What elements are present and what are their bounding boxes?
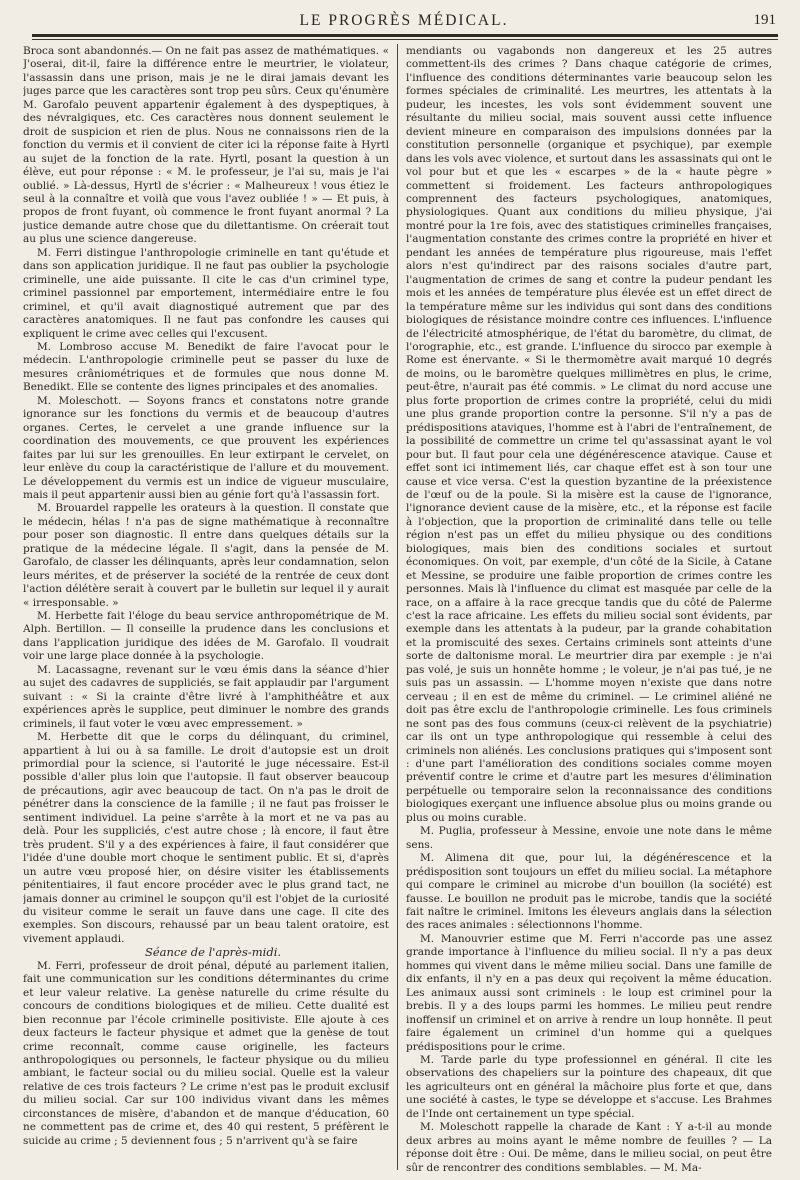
paragraph-broca-continuation: Broca sont abandonnés.— On ne fait pas assez de mathématiques. « J'oserai, dit-il, faire la différence entre le meurtrier, le violateur, l'assassin dans une prison, mais je ne le dirai jamais devant les juges parce que les caractères sont trop peu sûrs. Ceux qu'énumère M. Garofalo peuvent appartenir également à des dyspeptiques, à des névralgiques, etc. Ces caractères nous donnent seulement le droit de suspicion et rien de plus. Nous ne connaissons rien de la fonction du vermis et il convient de citer ici la réponse faite à Hyrtl au sujet de la fonction de la rate. Hyrtl, posant la question à un élève, eut pour réponse : « M. le professeur, je l'ai su, mais je l'ai oublié. » Là-dessus, Hyrtl de s'écrier : « Malheureux ! vous étiez le seul à la connaître et voilà que vous l'avez oubliée ! » — Et puis, à propos de front fuyant, où commence le front fuyant anormal ? La justice demande autre chose que du dilettantisme. On créerait tout au plus une science dangereuse. [23,45,389,246]
left-column [23,45,389,1173]
paragraph-ferri-continuation: mendiants ou vagabonds non dangereux et les 25 autres commettent-ils des crimes ? Dans chaque catégorie de crimes, l'influence des conditions déterminantes varie beaucoup selon les formes spéciales de criminalité. Les meurtres, les attentats à la pudeur, les incestes, les vols sont évidemment souvent une résultante du milieu social, mais souvent aussi cette influence devient mineure en comparaison des impulsions données par la constitution personnelle (organique et psychique), par exemple dans les vols avec violence, et surtout dans les assassinats qui ont le vol pour but et que les « escarpes » de la « haute pègre » commettent si froidement. Les facteurs anthropologiques comprennent des facteurs psychologiques, anatomiques, physiologiques. Quant aux conditions du milieu physique, j'ai montré pour la 1re fois, avec des statistiques criminelles françaises, l'augmentation constante des crimes contre la propriété en hiver et pendant les années de température plus rigoureuse, mais l'effet alors n'est qu'indirect par des raisons sociales d'autre part, l'augmentation de crimes de sang et contre la pudeur pendant les mois et les années de température plus élevée est un effet direct de la température même sur les individus qui sont dans des conditions biologiques de résistance moindre contre ces influences. L'influence de l'électricité atmosphérique, de l'état du baromètre, du climat, de l'orographie, etc., est grande. L'influence du sirocco par exemple à Rome est énervante. « Si le thermomètre avait marqué 10 degrés de moins, ou le baromètre quelques millimètres en plus, le crime, peut-être, n'aurait pas été commis. » Le climat du nord accuse une plus forte proportion de crimes contre la propriété, celui du midi une plus grande proportion contre la personne. S'il n'y a pas de prédispositions ataviques, l'homme est à l'abri de l'entraînement, de la possibilité de commettre un crime tel qu'assassinat ayant le vol pour but. Il faut pour cela une dégénérescence atavique. Cause et effet sont ici intimement liés, car chaque effet est à son tour une cause et vice versa. C'est la question byzantine de la préexistence de l'œuf ou de la poule. Si la misère est la cause de l'ignorance, l'ignorance devient cause de la misère, etc., et la réponse est facile à l'objection, que la proportion de criminalité dans telle ou telle région n'est pas un effet du milieu physique ou des conditions biologiques, mais bien des conditions sociales et surtout économiques. On voit, par exemple, d'un côté de la Sicile, à Catane et Messine, se produire une faible proportion de crimes contre les personnes. Mais là l'influence du climat est masquée par celle de la race, on a affaire à la race grecque tandis que du côté de Palerme c'est la race africaine. Les effets du milieu social sont évidents, par exemple dans les attentats à la pudeur, par la grande cohabitation et la promiscuité des sexes. Certains criminels sont atteints d'une sorte de daltonisme moral. Le meurtrier dira par exemple : je n'ai pas volé, je suis un honnête homme ; le voleur, je n'ai pas tué, je ne suis pas un assassin. — L'homme moyen n'existe que dans notre cerveau ; il en est de même du criminel. — Le criminel aliéné ne doit pas être exclu de l'anthropologie criminelle. Les fous criminels ne sont pas des fous communs (ceux-ci relèvent de la psychiatrie) car ils ont un type anthropologique qui ressemble à celui des criminels non aliénés. Les conclusions pratiques qui s'imposent sont : d'une part l'amélioration des conditions sociales comme moyen préventif contre le crime et d'autre part les mesures d'élimination perpétuelle ou temporaire selon la reconnaissance des conditions biologiques exerçant une influence absolue plus ou moins grande ou plus ou moins curable. [406,45,772,824]
paragraph-puglia: M. Puglia, professeur à Messine, envoie une note dans le même sens. [406,825,772,851]
paragraph-lombroso: M. Lombroso accuse M. Benedikt de faire l'avocat pour le médecin. L'anthropologie criminelle peut se passer du luxe de mesures crâniométriques et de formules que nous donne M. Benedikt. Elle se contente des lignes principales et des anomalies. [23,340,389,394]
paragraph-ferri-communication: M. Ferri, professeur de droit pénal, député au parlement italien, fait une communication sur les conditions déterminantes du crime et leur valeur relative. La genèse naturelle du crime résulte du concours de conditions biologiques et de milieu. Cette dualité est bien reconnue par l'école criminelle positiviste. Elle ajoute à ces deux facteurs le facteur physique et admet que la genèse de tout crime reconnaît, comme cause originelle, les facteurs anthropologiques ou personnels, le facteur physique ou du milieu ambiant, le facteur social ou du milieu social. Quelle est la valeur relative de ces trois facteurs ? Le crime n'est pas le produit exclusif du milieu social. Car sur 100 individus vivant dans les mêmes circonstances de misère, d'abandon et de manque d'éducation, 60 ne commettent pas de crime et, des 40 qui restent, 5 préfèrent le suicide au crime ; 5 deviennent fous ; 5 n'arrivent qu'à se faire [23,959,389,1147]
paragraph-herbette-1: M. Herbette fait l'éloge du beau service anthropométrique de M. Alph. Bertillon. — Il conseille la prudence dans les conclusions et dans l'application juridique des idées de M. Garofalo. Il voudrait voir une large place donnée à la psychologie. [23,610,389,663]
section-heading: Séance de l'après-midi. [144,945,282,960]
paragraph-alimena: M. Alimena dit que, pour lui, la dégénérescence et la prédisposition sont toujours un effet du milieu social. La métaphore qui compare le criminel au microbe d'un bouillon (la société) est fausse. Le bouillon ne produit pas le microbe, tandis que la société fait naître le criminel. Imitons les éleveurs anglais dans la sélection des races animales : sélectionnons l'homme. [406,852,772,932]
running-title: LE PROGRÈS MÉDICAL. [299,12,509,29]
paragraph-herbette-2: M. Herbette dit que le corps du délinquant, du criminel, appartient à lui ou à sa famille. Le droit d'autopsie est un droit primordial pour la science, si l'autorité le juge nécessaire. Est-il possible d'aller plus loin que l'autopsie. Il faut observer beaucoup de précautions, agir avec beaucoup de tact. On n'a pas le droit de pénétrer dans la conscience de la famille ; il ne faut pas froisser le sentiment individuel. La peine s'arrête à la mort et ne va pas au delà. Pour les suppliciés, c'est autre chose ; là encore, il faut être très prudent. S'il y a des expériences à faire, il faut considérer que l'idée d'une double mort choque le sentiment public. Et si, d'après un autre vœu proposé hier, on désire visiter les établissements pénitentiaires, il faut encore procéder avec le plus grand tact, ne jamais donner au criminel le soupçon qu'il est l'objet de la curiosité du visiteur comme le serait un fauve dans une cage. Il cite des exemples. Son discours, rehaussé par un beau talent oratoire, est vivement applaudi. [23,731,389,945]
paragraph-tarde: M. Tarde parle du type professionnel en général. Il cite les observations des chapeliers sur la pointure des chapeaux, dit que les agriculteurs ont en général la mâchoire plus forte et que, dans une société à castes, le type se développe et s'accuse. Les Brahmes de l'Inde ont certainement un type spécial. [406,1053,772,1120]
paragraph-lacassagne: M. Lacassagne, revenant sur le vœu émis dans la séance d'hier au sujet des cadavres de suppliciés, se fait applaudir par l'argument suivant : « Si la crainte d'être livré à l'amphithéâtre et aux expériences après le supplice, peut diminuer le nombre des grands criminels, il faut voter le vœu avec empressement. » [23,663,389,730]
page-number: 191 [753,12,776,28]
header-rule-thick [32,34,778,37]
header-rule-thin [32,39,778,40]
paragraph-manouvrier: M. Manouvrier estime que M. Ferri n'accorde pas une assez grande importance à l'influence du milieu social. Il n'y a pas deux hommes qui vivent dans le même milieu social. Dans une famille de dix enfants, il n'y en a pas deux qui reçoivent la même éducation. Les animaux aussi sont criminels : le loup est criminel pour la brebis. Il y a des loups parmi les hommes. Le milieu peut rendre inoffensif un criminel et on arrive à rendre un loup honnête. Il peut faire également un criminel d'un homme qui a quelques prédispositions pour le crime. [406,932,772,1053]
running-head [32,10,776,34]
paragraph-ferri: M. Ferri distingue l'anthropologie criminelle en tant qu'étude et dans son application juridique. Il ne faut pas oublier la psychologie criminelle, une aide puissante. Il cite le cas d'un criminel type, criminel passionnel par emportement, intermédiaire entre le fou criminel, et qu'il avait diagnostiqué autrement que par des caractères anatomiques. Il ne faut pas confondre les causes qui expliquent le crime avec celles qui l'excusent. [23,246,389,340]
paragraph-brouardel: M. Brouardel rappelle les orateurs à la question. Il constate que le médecin, hélas ! n'a pas de signe mathématique à reconnaître pour poser son diagnostic. Il entre dans quelques détails sur la pratique de la médecine légale. Il s'agit, dans la pensée de M. Garofalo, de classer les délinquants, après leur condamnation, selon leurs mérites, et de préserver la société de la rentrée de ceux dont l'action délétère serait à couvert par le bulletin sur lequel il y aurait « irresponsable. » [23,502,389,609]
right-column [406,45,772,1173]
column-divider [397,44,398,1170]
paragraph-moleschott-kant: M. Moleschott rappelle la charade de Kant : Y a-t-il au monde deux arbres au moins ayant le même nombre de feuilles ? — La réponse doit être : Oui. De même, dans le milieu social, on peut être sûr de rencontrer des conditions semblables. — M. Ma- [406,1121,772,1173]
paragraph-moleschott: M. Moleschott. — Soyons francs et constatons notre grande ignorance sur les fonctions du vermis et de beaucoup d'autres organes. Certes, le cervelet a une grande influence sur la coordination des mouvements, ce que prouvent les expériences faites par lui sur les grenouilles. En leur extirpant le cervelet, on leur enlève du coup la caractéristique de l'allure et du mouvement. Le développement du vermis est un indice de vigueur musculaire, mais il peut appartenir aussi bien au génie fort qu'à l'assassin fort. [23,394,389,501]
